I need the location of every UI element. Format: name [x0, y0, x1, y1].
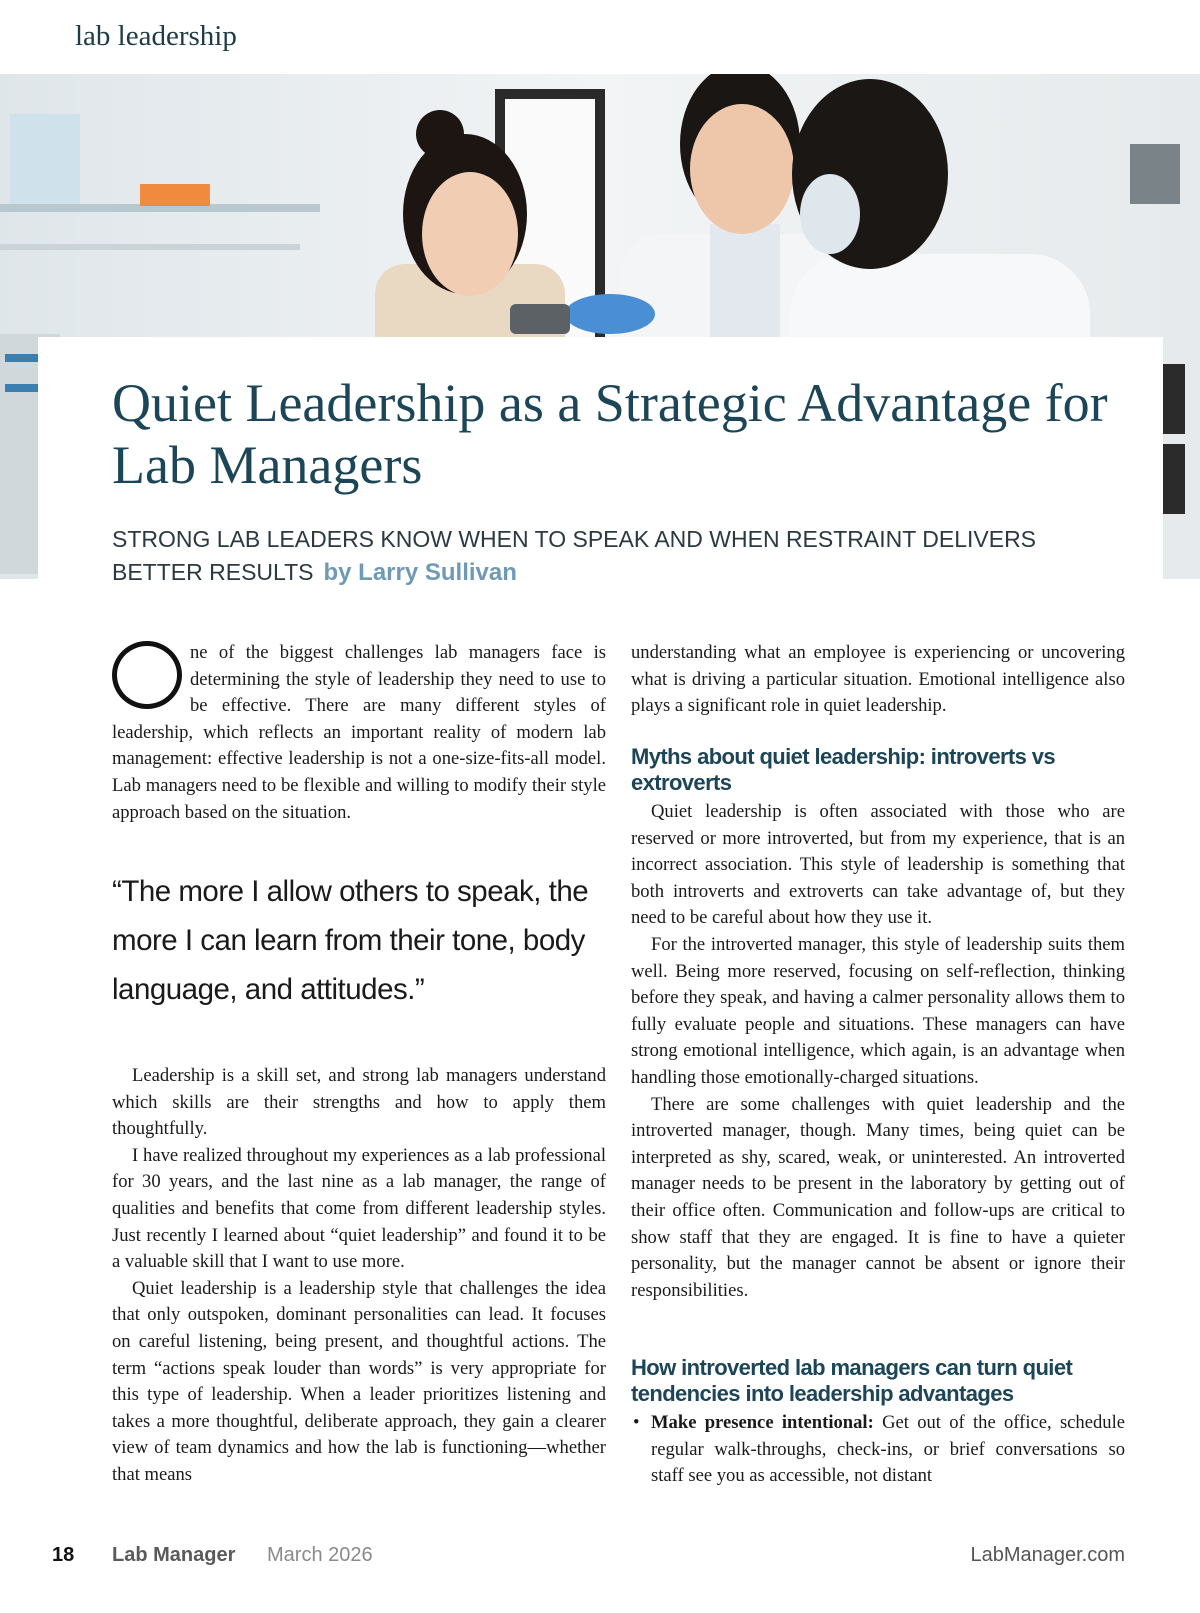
bullet-list: [631, 1410, 1125, 1490]
article-deck: [112, 523, 1112, 589]
body-paragraph: There are some challenges with quiet leadership and the introverted manager, though. Many times, being quiet can be interpreted as shy, scared, weak, or uninterested. An introverted manager needs to be present in the laboratory by getting out of their office often. Communication and follow-ups are critical to show staff that they are engaged. It is fine to have a quieter personality, but the manager cannot be absent or ignore their responsibilities.: [631, 1093, 1125, 1301]
byline: by Larry Sullivan: [323, 559, 517, 586]
column-left-body: [112, 1063, 606, 1489]
page-number: 18: [52, 1544, 75, 1566]
intro-block: [112, 640, 606, 826]
deck-text: STRONG LAB LEADERS KNOW WHEN TO SPEAK AND WHEN RESTRAINT DELIVERS BETTER RESULTS: [112, 526, 1037, 585]
magazine-name: Lab Manager: [112, 1544, 236, 1566]
body-paragraph: For the introverted manager, this style of leadership suits them well. Being more reserved, focusing on self-reflection, thinking before they speak, and having a calmer personality allows them to fully evaluate people and situations. These managers can have strong emotional intelligence, which again, is an advantage when handling those emotionally-charged situations.: [631, 933, 1125, 1088]
subhead-myths: Myths about quiet leadership: introverts vs extroverts: [631, 744, 1056, 795]
pull-quote: “The more I allow others to speak, the more I can learn from their tone, body language, and attitudes.”: [112, 875, 589, 1006]
body-paragraph: Leadership is a skill set, and strong lab managers understand which skills are their strengths and how to apply them thoughtfully.: [112, 1065, 606, 1140]
body-paragraph: Quiet leadership is a leadership style that challenges the idea that only outspoken, dominant personalities can lead. It focuses on careful listening, being present, and thoughtful actions. The term “actions speak louder than words” is very appropriate for this type of leadership. When a leader prioritizes listening and takes a more thoughtful, deliberate approach, they gain a clearer view of team dynamics and how the lab is functioning—whether that means: [112, 1277, 606, 1485]
column-right-top: [631, 640, 1125, 720]
website-link[interactable]: LabManager.com: [970, 1544, 1125, 1566]
article-title: Quiet Leadership as a Strategic Advantage for Lab Managers: [112, 373, 1108, 495]
intro-paragraph: ne of the biggest challenges lab managers face is determining the style of leadership they need to use to be effective. There are many different styles of leadership, which reflects an important reality of modern lab management: effective leadership is not a one-size-fits-all model. Lab managers need to be flexible and willing to modify their style approach based on the situation.: [112, 642, 606, 823]
list-item: [631, 1410, 1125, 1490]
section-label: lab leadership: [75, 20, 237, 52]
body-paragraph: understanding what an employee is experiencing or uncovering what is driving a particular situation. Emotional intelligence also plays a significant role in quiet leadership.: [631, 642, 1125, 717]
drop-cap: [112, 641, 182, 709]
issue-date: March 2026: [267, 1544, 373, 1566]
column-right-bullets: [631, 1410, 1125, 1490]
bullet-lead: Make presence intentional:: [651, 1412, 874, 1433]
bullet-text: Get out of the office, schedule regular walk-throughs, check-ins, or brief conversations so staff see you as accessible, not distant: [651, 1412, 1125, 1487]
body-paragraph: Quiet leadership is often associated with those who are reserved or more introverted, but from my experience, that is an incorrect association. This style of leadership is something that both introverts and extroverts can take advantage of, but they need to be careful about how they use it.: [631, 801, 1125, 929]
subhead-introverted: How introverted lab managers can turn quiet tendencies into leadership advantages: [631, 1355, 1073, 1406]
column-right-section1: [631, 799, 1125, 1304]
body-paragraph: I have realized throughout my experiences as a lab professional for 30 years, and the last nine as a lab manager, the range of qualities and benefits that come from different leadership styles. Just recently I learned about “quiet leadership” and found it to be a valuable skill that I want to use more.: [112, 1144, 606, 1273]
